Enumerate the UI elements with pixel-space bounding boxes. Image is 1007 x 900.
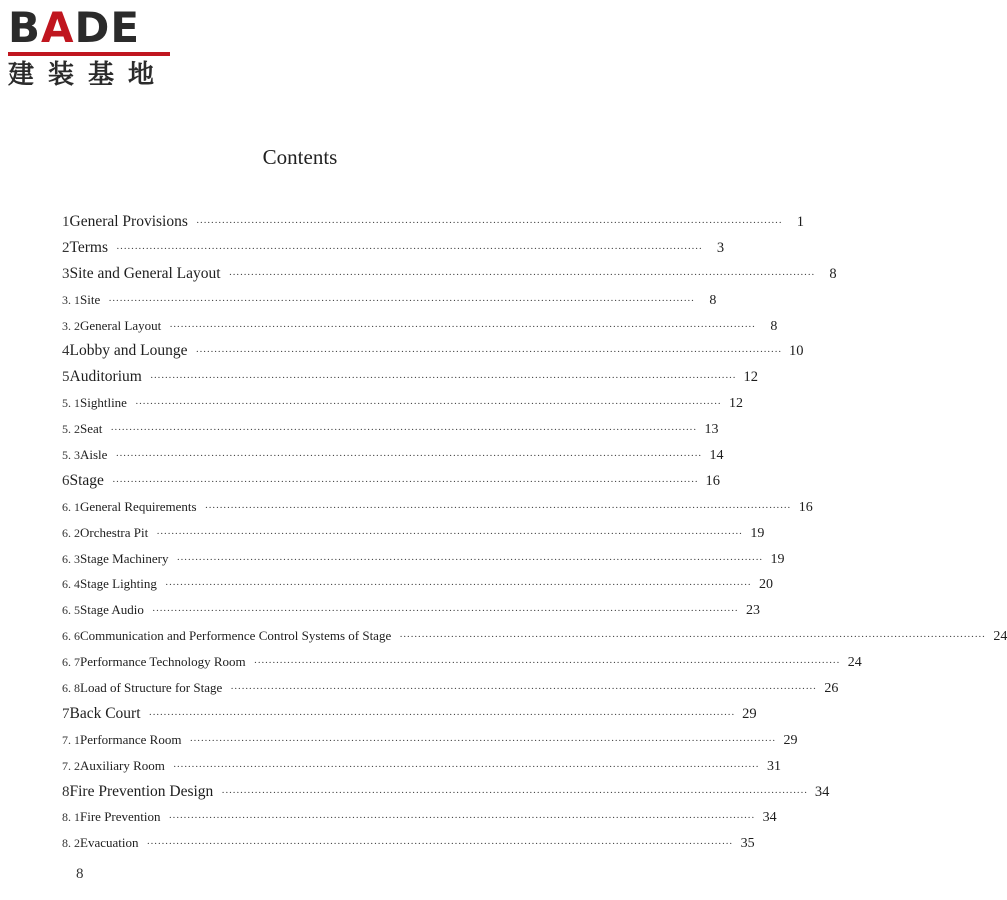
toc-entry-number: 6. 4 (62, 577, 80, 592)
toc-entry-page: 23 (746, 603, 761, 619)
toc-entry-title: Seat (80, 421, 103, 437)
toc-dot-leader: ································································································································································ (164, 579, 752, 592)
toc-entry-number: 6. 2 (62, 525, 80, 540)
toc-entry-title: General Layout (80, 317, 162, 333)
toc-entry[interactable] (62, 261, 837, 287)
toc-entry-page: 19 (770, 551, 785, 567)
toc-entry-title: Load of Structure for Stage (80, 680, 223, 696)
toc-entry-page: 12 (729, 396, 744, 412)
toc-entry-number: 6. 3 (62, 551, 80, 566)
toc-entry[interactable] (62, 675, 839, 701)
toc-entry-page: 12 (743, 369, 758, 386)
toc-entry[interactable] (62, 209, 804, 235)
toc-dot-leader: ································································································································································ (204, 501, 791, 514)
toc-entry-number: 6. 8 (62, 681, 80, 696)
toc-dot-leader: ································································································································································ (149, 372, 736, 385)
toc-entry[interactable] (62, 338, 804, 364)
toc-entry-page: 29 (742, 705, 757, 722)
toc-entry[interactable] (62, 571, 774, 597)
toc-entry-title: Back Court (69, 704, 141, 722)
toc-dot-leader: ································································································································································ (172, 760, 759, 773)
toc-dot-leader: ································································································································································ (111, 475, 699, 488)
toc-entry-page: 14 (709, 448, 724, 464)
toc-entry[interactable] (62, 364, 758, 390)
toc-entry-page: 3 (716, 239, 725, 256)
toc-entry-title: Aisle (80, 447, 108, 463)
toc-entry[interactable] (62, 597, 761, 623)
toc-entry-number: 6. 6 (62, 629, 80, 644)
toc-dot-leader: ································································································································································ (189, 734, 776, 747)
toc-dot-leader: ································································································································································ (134, 398, 722, 411)
toc-entry-title: Auxiliary Room (80, 757, 165, 773)
toc-entry-number: 8. 1 (62, 810, 80, 825)
toc-entry-page: 24 (993, 629, 1007, 645)
toc-entry-title: Stage (69, 471, 104, 489)
logo-letters-de: DE (74, 3, 141, 52)
toc-entry[interactable] (62, 520, 765, 546)
toc-dot-leader: ································································································································································ (195, 217, 782, 229)
toc-dot-leader: ································································································································································ (116, 242, 703, 255)
toc-entry-title: Sightline (80, 395, 127, 411)
toc-dot-leader: ································································································································································ (253, 657, 840, 670)
toc-entry[interactable] (62, 494, 813, 520)
toc-entry-page: 8 (829, 265, 837, 282)
toc-entry-number: 7. 1 (62, 732, 80, 747)
toc-entry[interactable] (62, 779, 830, 805)
toc-entry-number: 3. 1 (62, 292, 80, 307)
toc-dot-leader: ································································································································································ (169, 320, 756, 333)
logo-letter-b: B (8, 3, 42, 52)
toc-entry-number: 1 (62, 214, 70, 230)
toc-dot-leader: ································································································································································ (195, 346, 782, 359)
toc-entry-page: 8 (709, 292, 717, 308)
toc-entry[interactable] (62, 313, 778, 339)
toc-entry-title: General Provisions (69, 213, 188, 230)
toc-entry-page: 8 (770, 318, 778, 334)
toc-entry-number: 5. 1 (62, 396, 80, 411)
toc-entry-number: 7. 2 (62, 758, 80, 773)
toc-entry-page: 35 (740, 836, 755, 852)
toc-entry[interactable] (62, 416, 719, 442)
toc-entry-page: 13 (704, 422, 719, 438)
toc-dot-leader: ································································································································································ (228, 268, 815, 281)
toc-entry-number: 5. 2 (62, 422, 80, 437)
toc-entry-number: 6. 1 (62, 499, 80, 514)
toc-dot-leader: ································································································································································ (108, 294, 695, 307)
toc-entry[interactable] (62, 649, 862, 675)
toc-entry-number: 8 (62, 783, 70, 800)
toc-entry[interactable] (62, 287, 717, 313)
toc-entry-title: Stage Machinery (80, 550, 169, 566)
toc-entry-title: Fire Prevention Design (69, 782, 214, 800)
toc-dot-leader: ································································································································································ (148, 708, 735, 721)
toc-entry-number: 4 (62, 343, 70, 360)
toc-entry[interactable] (62, 804, 777, 830)
toc-entry-number: 6. 7 (62, 655, 80, 670)
toc-entry[interactable] (62, 546, 785, 572)
toc-entry-title: Lobby and Lounge (69, 342, 188, 360)
toc-entry-number: 5. 3 (62, 448, 80, 463)
toc-entry-title: Evacuation (80, 835, 139, 851)
toc-entry-number: 5 (62, 369, 70, 386)
toc-entry-number: 8. 2 (62, 836, 80, 851)
toc-entry-page: 29 (783, 732, 798, 748)
toc-entry-number: 3 (62, 265, 70, 282)
logo-underline (8, 52, 170, 56)
table-of-contents (62, 209, 1007, 856)
toc-entry-page: 19 (750, 525, 765, 541)
toc-dot-leader: ································································································································································ (221, 786, 808, 799)
logo-letter-a: A (41, 3, 75, 52)
toc-entry[interactable] (62, 442, 724, 468)
toc-entry-title: Stage Audio (80, 602, 144, 618)
toc-dot-leader: ································································································································································ (168, 812, 755, 825)
toc-entry-title: Communication and Performence Control Systems of Stage (80, 628, 392, 644)
toc-dot-leader: ································································································································································ (151, 605, 739, 618)
logo-wordmark (8, 3, 178, 52)
toc-entry[interactable] (62, 830, 755, 856)
toc-dot-leader: ································································································································································ (115, 450, 702, 463)
toc-dot-leader: ································································································································································ (110, 424, 697, 437)
toc-entry-page: 34 (762, 810, 777, 826)
toc-dot-leader: ································································································································································ (156, 527, 743, 540)
toc-dot-leader: ································································································································································ (176, 553, 763, 566)
toc-entry-title: Auditorium (69, 368, 142, 386)
toc-entry-number: 7 (62, 705, 70, 722)
toc-entry-title: Fire Prevention (80, 809, 161, 825)
toc-entry[interactable] (62, 727, 798, 753)
toc-entry[interactable] (62, 623, 1007, 649)
toc-entry-number: 2 (62, 239, 70, 256)
toc-dot-leader: ································································································································································ (399, 631, 986, 644)
toc-entry-page: 10 (789, 343, 804, 360)
toc-entry-title: Site and General Layout (69, 264, 221, 282)
toc-entry-title: Performance Room (80, 731, 182, 747)
page-number: 8 (76, 866, 84, 882)
toc-entry[interactable] (62, 701, 757, 727)
toc-entry[interactable] (62, 390, 744, 416)
toc-entry-page: 26 (824, 681, 839, 697)
toc-entry-page: 16 (705, 472, 721, 489)
toc-dot-leader: ································································································································································ (230, 683, 817, 696)
toc-entry-title: Stage Lighting (80, 576, 157, 592)
toc-entry-title: Orchestra Pit (80, 524, 149, 540)
toc-entry-number: 6. 5 (62, 603, 80, 618)
toc-entry-title: Performance Technology Room (80, 654, 246, 670)
toc-entry-page: 1 (796, 214, 804, 230)
toc-dot-leader: ································································································································································ (146, 838, 733, 851)
toc-entry[interactable] (62, 468, 721, 494)
toc-entry-page: 20 (759, 577, 774, 593)
toc-entry-title: Terms (69, 238, 109, 256)
logo-subtitle: 建装基地 (8, 60, 169, 90)
page-title: Contents (262, 145, 338, 169)
toc-entry[interactable] (62, 235, 725, 261)
toc-entry-title: Site (80, 291, 101, 307)
toc-entry-page: 34 (814, 783, 830, 800)
bade-logo (8, 3, 178, 90)
toc-entry-page: 31 (766, 758, 781, 774)
toc-entry-page: 16 (798, 499, 813, 515)
toc-entry-page: 24 (847, 655, 862, 671)
toc-entry-number: 6 (62, 472, 70, 489)
toc-entry[interactable] (62, 753, 781, 779)
toc-entry-number: 3. 2 (62, 318, 80, 333)
toc-entry-title: General Requirements (80, 498, 197, 514)
